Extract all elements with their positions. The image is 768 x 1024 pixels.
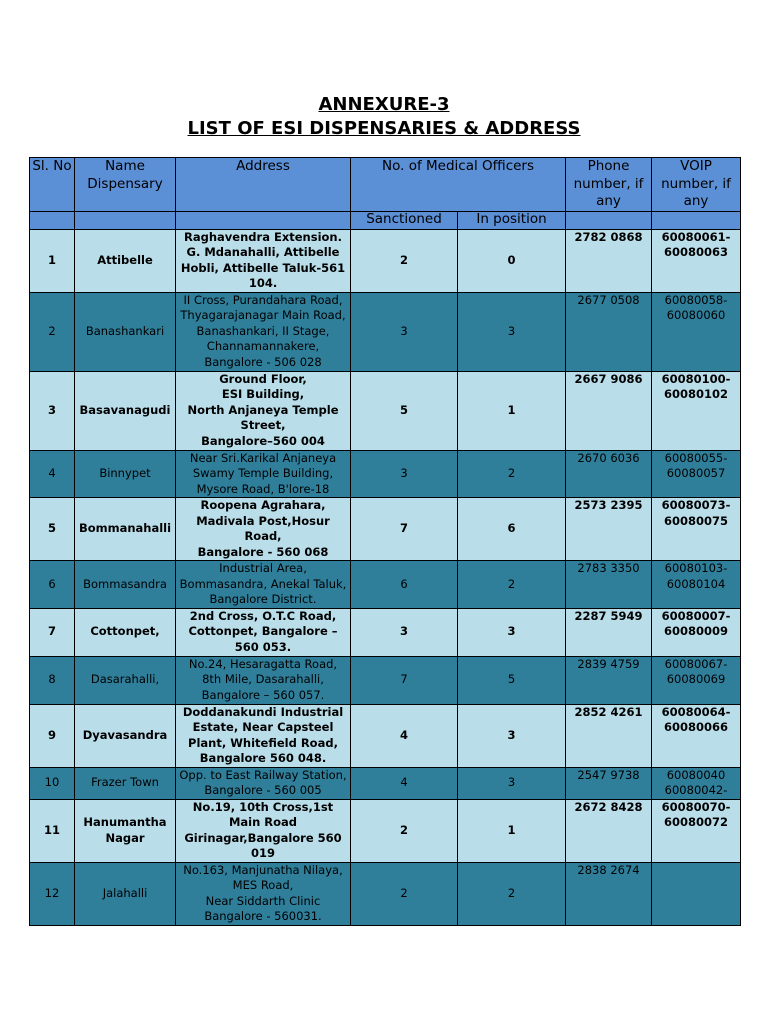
table-row — [30, 498, 741, 561]
phone-number: 2782 0868 — [566, 229, 652, 292]
dispensary-address: Near Sri.Karikal Anjaneya Swamy Temple Building, Mysore Road, B'lore-18 — [176, 450, 351, 498]
row-number: 11 — [30, 799, 75, 862]
table-row — [30, 799, 741, 862]
dispensary-name: Basavanagudi — [75, 371, 176, 450]
phone-number: 2670 6036 — [566, 450, 652, 498]
dispensary-address: No.19, 10th Cross,1st Main Road Girinagar,Bangalore 560 019 — [176, 799, 351, 862]
dispensary-name: Cottonpet, — [75, 608, 176, 656]
dispensary-address: Raghavendra Extension. G. Mdanahalli, Attibelle Hobli, Attibelle Taluk-561 104. — [176, 229, 351, 292]
dispensary-address: Roopena Agrahara, Madivala Post,Hosur Road, Bangalore - 560 068 — [176, 498, 351, 561]
row-number: 9 — [30, 704, 75, 767]
dispensary-address: Industrial Area, Bommasandra, Anekal Taluk, Bangalore District. — [176, 561, 351, 609]
phone-number: 2677 0508 — [566, 292, 652, 371]
dispensary-name: Attibelle — [75, 229, 176, 292]
dispensary-name: Binnypet — [75, 450, 176, 498]
voip-number: 60080007-60080009 — [652, 608, 741, 656]
subheader-empty — [176, 211, 351, 229]
phone-number: 2783 3350 — [566, 561, 652, 609]
in-position-count: 2 — [458, 561, 566, 609]
phone-number: 2287 5949 — [566, 608, 652, 656]
header-in-position: In position — [458, 211, 566, 229]
row-number: 1 — [30, 229, 75, 292]
dispensary-address: II Cross, Purandahara Road, Thyagarajanagar Main Road, Banashankari, II Stage, Channamannakere, Bangalore - 506 028 — [176, 292, 351, 371]
voip-number: 60080073-60080075 — [652, 498, 741, 561]
list-title: LIST OF ESI DISPENSARIES & ADDRESS — [187, 118, 581, 139]
in-position-count: 5 — [458, 656, 566, 704]
row-number: 12 — [30, 862, 75, 925]
subheader-empty — [566, 211, 652, 229]
phone-number: 2672 8428 — [566, 799, 652, 862]
phone-number: 2852 4261 — [566, 704, 652, 767]
voip-number: 60080067-60080069 — [652, 656, 741, 704]
table-row — [30, 608, 741, 656]
in-position-count: 3 — [458, 704, 566, 767]
dispensary-name: Bommasandra — [75, 561, 176, 609]
voip-number: 60080040 60080042- — [652, 767, 741, 799]
table-row — [30, 450, 741, 498]
voip-number: 60080058-60080060 — [652, 292, 741, 371]
dispensary-name: Dyavasandra — [75, 704, 176, 767]
dispensary-name: Banashankari — [75, 292, 176, 371]
table-row — [30, 862, 741, 925]
sanctioned-count: 2 — [351, 799, 458, 862]
dispensary-name: Bommanahalli — [75, 498, 176, 561]
header-phone: Phone number, if any — [566, 158, 652, 212]
sanctioned-count: 4 — [351, 767, 458, 799]
voip-number: 60080100-60080102 — [652, 371, 741, 450]
in-position-count: 3 — [458, 767, 566, 799]
annexure-title: ANNEXURE-3 — [318, 94, 450, 115]
in-position-count: 1 — [458, 799, 566, 862]
phone-number: 2667 9086 — [566, 371, 652, 450]
row-number: 3 — [30, 371, 75, 450]
table-row — [30, 229, 741, 292]
sanctioned-count: 3 — [351, 450, 458, 498]
header-medical-officers: No. of Medical Officers — [351, 158, 566, 212]
header-slno: Sl. No — [30, 158, 75, 212]
dispensary-address: Opp. to East Railway Station, Bangalore - 560 005 — [176, 767, 351, 799]
in-position-count: 1 — [458, 371, 566, 450]
table-row — [30, 371, 741, 450]
voip-number: 60080064-60080066 — [652, 704, 741, 767]
in-position-count: 3 — [458, 608, 566, 656]
header-row — [30, 158, 741, 212]
dispensary-address: Doddanakundi Industrial Estate, Near Capsteel Plant, Whitefield Road, Bangalore 560 048. — [176, 704, 351, 767]
voip-number: 60080055-60080057 — [652, 450, 741, 498]
in-position-count: 3 — [458, 292, 566, 371]
table-row — [30, 704, 741, 767]
phone-number: 2573 2395 — [566, 498, 652, 561]
table-row — [30, 656, 741, 704]
phone-number: 2839 4759 — [566, 656, 652, 704]
row-number: 2 — [30, 292, 75, 371]
dispensary-name: Frazer Town — [75, 767, 176, 799]
dispensary-address: 2nd Cross, O.T.C Road, Cottonpet, Bangalore – 560 053. — [176, 608, 351, 656]
sanctioned-count: 4 — [351, 704, 458, 767]
voip-number: 60080070-60080072 — [652, 799, 741, 862]
sanctioned-count: 3 — [351, 608, 458, 656]
row-number: 5 — [30, 498, 75, 561]
voip-number — [652, 862, 741, 925]
sanctioned-count: 7 — [351, 656, 458, 704]
in-position-count: 2 — [458, 862, 566, 925]
dispensary-name: Hanumantha Nagar — [75, 799, 176, 862]
voip-number: 60080103-60080104 — [652, 561, 741, 609]
row-number: 7 — [30, 608, 75, 656]
sanctioned-count: 5 — [351, 371, 458, 450]
row-number: 8 — [30, 656, 75, 704]
header-sanctioned: Sanctioned — [351, 211, 458, 229]
sanctioned-count: 2 — [351, 862, 458, 925]
subheader-row — [30, 211, 741, 229]
sanctioned-count: 6 — [351, 561, 458, 609]
in-position-count: 0 — [458, 229, 566, 292]
sanctioned-count: 3 — [351, 292, 458, 371]
header-address: Address — [176, 158, 351, 212]
header-voip: VOIP number, if any — [652, 158, 741, 212]
dispensary-name: Jalahalli — [75, 862, 176, 925]
dispensary-table — [29, 157, 741, 926]
dispensary-address: No.24, Hesaragatta Road, 8th Mile, Dasarahalli, Bangalore – 560 057. — [176, 656, 351, 704]
sanctioned-count: 7 — [351, 498, 458, 561]
phone-number: 2838 2674 — [566, 862, 652, 925]
sanctioned-count: 2 — [351, 229, 458, 292]
row-number: 6 — [30, 561, 75, 609]
row-number: 4 — [30, 450, 75, 498]
table-row — [30, 561, 741, 609]
phone-number: 2547 9738 — [566, 767, 652, 799]
row-number: 10 — [30, 767, 75, 799]
dispensary-address: Ground Floor, ESI Building, North Anjaneya Temple Street, Bangalore–560 004 — [176, 371, 351, 450]
in-position-count: 6 — [458, 498, 566, 561]
dispensary-name: Dasarahalli, — [75, 656, 176, 704]
header-name: Name Dispensary — [75, 158, 176, 212]
subheader-empty — [30, 211, 75, 229]
subheader-empty — [75, 211, 176, 229]
dispensary-address: No.163, Manjunatha Nilaya, MES Road, Near Siddarth Clinic Bangalore - 560031. — [176, 862, 351, 925]
subheader-empty — [652, 211, 741, 229]
table-row — [30, 292, 741, 371]
table-row — [30, 767, 741, 799]
in-position-count: 2 — [458, 450, 566, 498]
voip-number: 60080061-60080063 — [652, 229, 741, 292]
